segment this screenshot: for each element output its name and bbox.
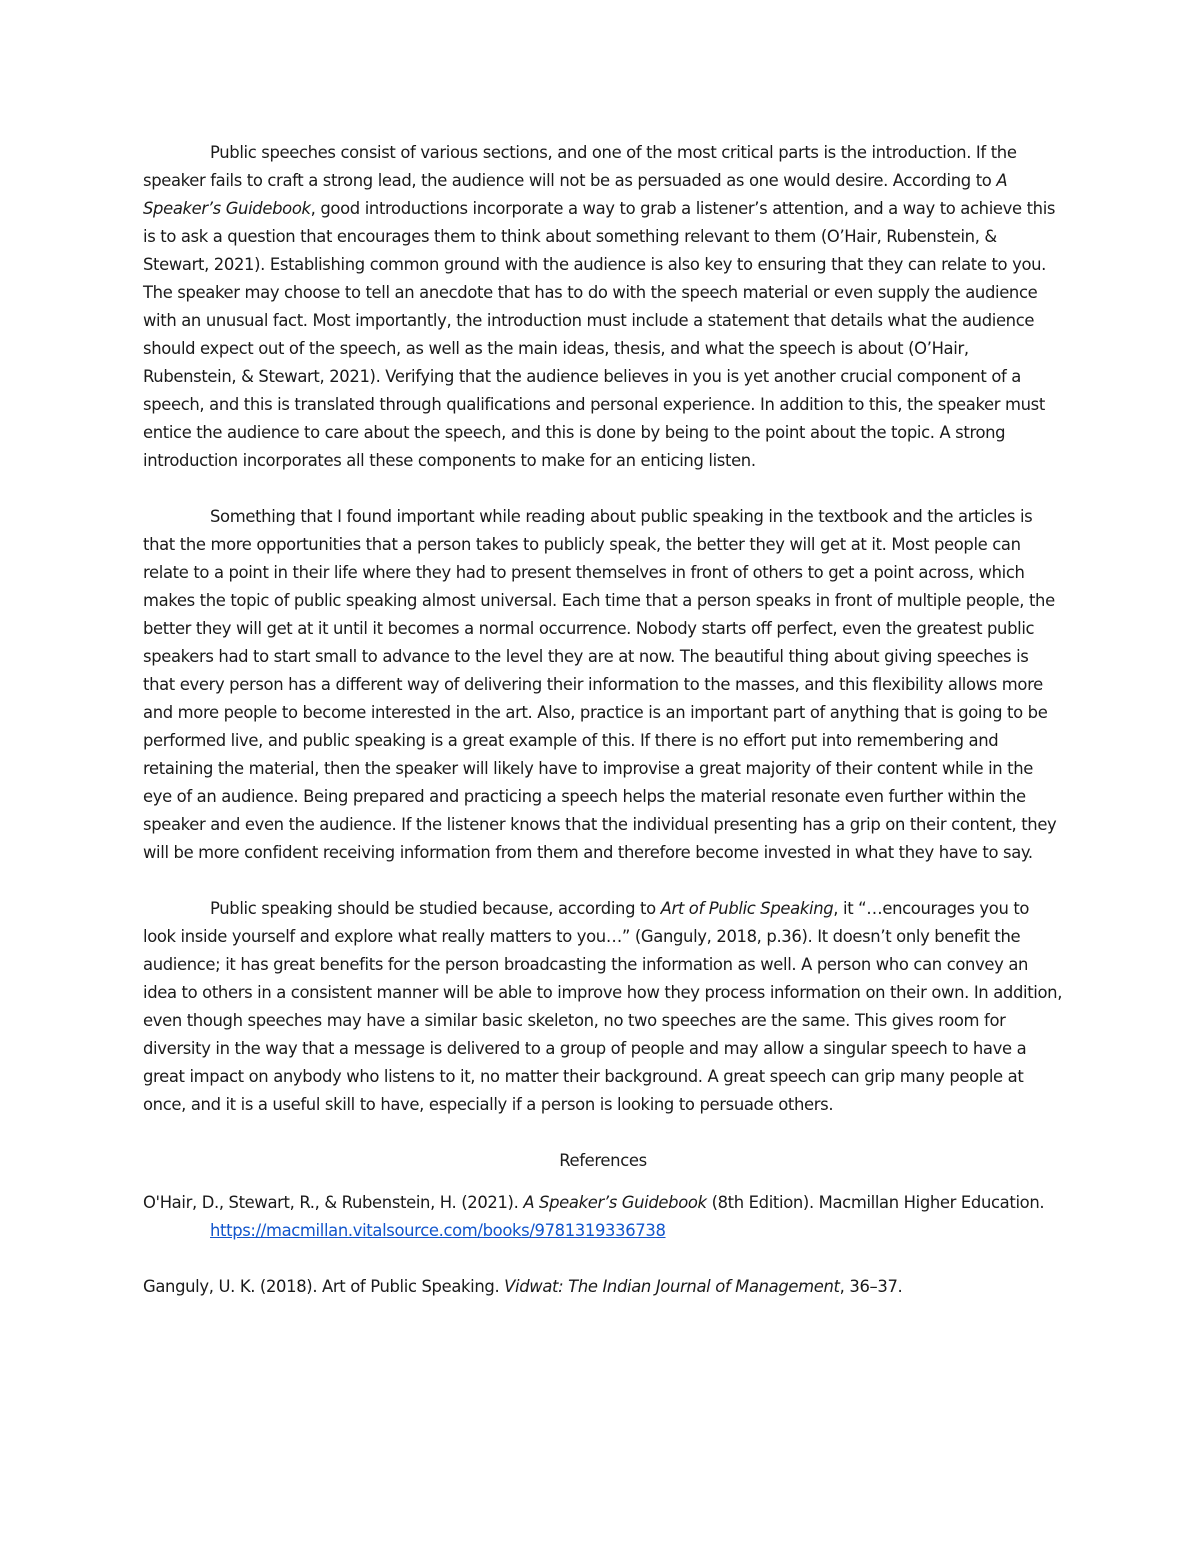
paragraph-3-text-c: , it “…encourages you to look inside yourself and explore what really matters to you…” (Ganguly, 2018, p.36). It doesn’t only benefit the audience; it has great benefits for the person broadcasting the information as well. A person who can convey an idea to others in a consistent manner will be able to improve how they process information on their own. In addition, even though speeches may have a similar basic skeleton, no two speeches are the same. This gives room for diversity in the way that a message is delivered to a group of people and may allow a singular speech to have a great impact on anybody who listens to it, no matter their background. A great speech can grip many people at once, and it is a useful skill to have, especially if a person is looking to persuade others. xyxy=(143,899,1063,1114)
reference-1-title: A Speaker’s Guidebook xyxy=(523,1193,707,1212)
reference-2-text-c: , 36–37. xyxy=(839,1277,903,1296)
reference-1-text-a: O'Hair, D., Stewart, R., & Rubenstein, H. (2021). xyxy=(143,1193,524,1212)
paragraph-why-study xyxy=(143,895,1063,1119)
paragraph-1-book-title: A Speaker’s Guidebook xyxy=(143,171,1008,218)
reference-1-link[interactable]: https://macmillan.vitalsource.com/books/9781319336738 xyxy=(210,1221,666,1240)
paragraph-1-text-a: Public speeches consist of various sections, and one of the most critical parts is the introduction. If the speaker fails to craft a strong lead, the audience will not be as persuaded as one would desire. According to xyxy=(143,143,1017,190)
reference-2-text-a: Ganguly, U. K. (2018). Art of Public Speaking. xyxy=(143,1277,505,1296)
document-page xyxy=(143,139,1063,1301)
paragraph-3-text-a: Public speaking should be studied because, according to xyxy=(210,899,661,918)
paragraph-introduction xyxy=(143,139,1063,475)
paragraph-1-text-c: , good introductions incorporate a way to grab a listener’s attention, and a way to achieve this is to ask a question that encourages them to think about something relevant to them (O’Hair, Rubenstein, & Stewart, 2021). Establishing common ground with the audience is also key to ensuring that they can relate to you. The speaker may choose to tell an anecdote that has to do with the speech material or even supply the audience with an unusual fact. Most importantly, the introduction must include a statement that details what the audience should expect out of the speech, as well as the main ideas, thesis, and what the speech is about (O’Hair, Rubenstein, & Stewart, 2021). Verifying that the audience believes in you is yet another crucial component of a speech, and this is translated through qualifications and personal experience. In addition to this, the speaker must entice the audience to care about the speech, and this is done by being to the point about the topic. A strong introduction incorporates all these components to make for an enticing listen. xyxy=(143,199,1056,470)
reference-ganguly xyxy=(143,1273,1063,1301)
paragraph-practice: Something that I found important while reading about public speaking in the textbook and the articles is that the more opportunities that a person takes to publicly speak, the better they will get at it. Most people can relate to a point in their life where they had to present themselves in front of others to get a point across, which makes the topic of public speaking almost universal. Each time that a person speaks in front of multiple people, the better they will get at it until it becomes a normal occurrence. Nobody starts off perfect, even the greatest public speakers had to start small to advance to the level they are at now. The beautiful thing about giving speeches is that every person has a different way of delivering their information to the masses, and this flexibility allows more and more people to become interested in the art. Also, practice is an important part of anything that is going to be performed live, and public speaking is a great example of this. If there is no effort put into remembering and retaining the material, then the speaker will likely have to improvise a great majority of their content while in the eye of an audience. Being prepared and practicing a speech helps the material resonate even further within the speaker and even the audience. If the listener knows that the individual presenting has a grip on their content, they will be more confident receiving information from them and therefore become invested in what they have to say. xyxy=(143,507,1057,862)
reference-1-text-c: (8th Edition). Macmillan Higher Education. xyxy=(706,1193,1045,1212)
paragraph-3-book-title: Art of Public Speaking xyxy=(660,899,834,918)
reference-2-journal: Vidwat: The Indian Journal of Management xyxy=(504,1277,840,1296)
references-heading: References xyxy=(559,1151,647,1170)
reference-ohair xyxy=(143,1189,1063,1245)
